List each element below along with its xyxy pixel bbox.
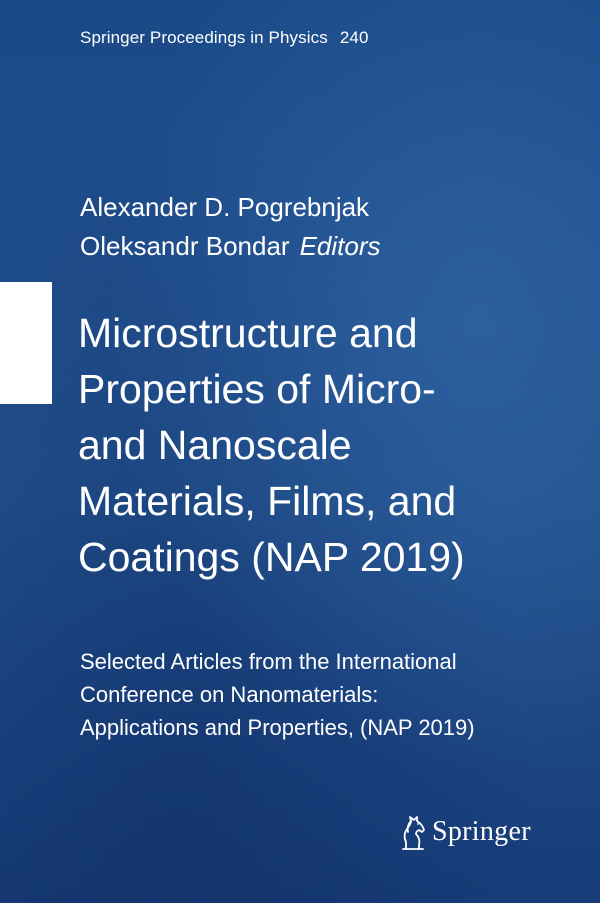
springer-horse-icon — [398, 812, 428, 852]
title-line-3: and Nanoscale — [78, 422, 352, 468]
editor-line-2 — [80, 227, 380, 266]
publisher-logo — [398, 812, 531, 852]
white-tab-decoration — [0, 282, 52, 404]
title-line-1: Microstructure and — [78, 310, 418, 356]
book-title — [78, 305, 593, 585]
book-subtitle — [80, 645, 580, 744]
editor-name-2: Oleksandr Bondar — [80, 231, 290, 261]
subtitle-line-1: Selected Articles from the International — [80, 649, 457, 674]
editors-role-label: Editors — [299, 231, 381, 261]
series-number: 240 — [339, 28, 369, 47]
subtitle-line-3: Applications and Properties, (NAP 2019) — [80, 715, 475, 740]
series-line — [80, 28, 369, 48]
editors-block — [80, 188, 380, 266]
editor-name-1: Alexander D. Pogrebnjak — [80, 192, 370, 222]
publisher-name: Springer — [432, 816, 531, 847]
series-name: Springer Proceedings in Physics — [80, 28, 328, 47]
subtitle-line-2: Conference on Nanomaterials: — [80, 682, 379, 707]
title-line-5: Coatings (NAP 2019) — [78, 534, 465, 580]
title-line-4: Materials, Films, and — [78, 478, 457, 524]
title-line-2: Properties of Micro- — [78, 366, 436, 412]
